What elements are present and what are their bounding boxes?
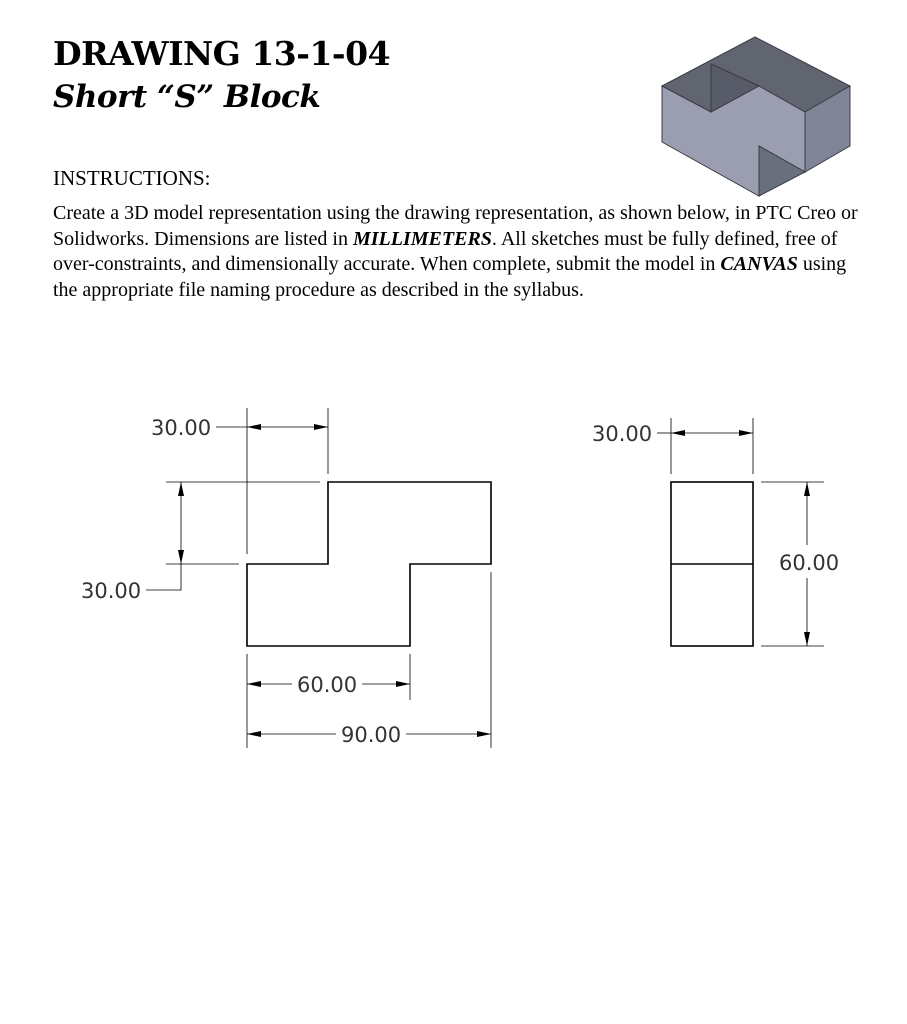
front-view-outline bbox=[247, 482, 491, 646]
units-emphasis: MILLIMETERS bbox=[352, 227, 492, 250]
front-dim-90-label: 90.00 bbox=[341, 723, 402, 747]
front-dim-60-label: 60.00 bbox=[297, 673, 358, 697]
orthographic-drawing bbox=[0, 390, 907, 770]
front-dim-left-leader bbox=[146, 564, 181, 590]
instructions-text bbox=[53, 201, 873, 303]
isometric-model-image bbox=[655, 30, 855, 202]
instructions-text-part-2: . All sketches must be fully defined, free of over-constraints, and dimensionally accurate. When complete, submit the model in bbox=[53, 227, 838, 275]
front-dim-top-label: 30.00 bbox=[151, 416, 212, 440]
instructions-text-part-3: using the appropriate file naming procedure as described in the syllabus. bbox=[53, 253, 847, 301]
side-dim-top-label: 30.00 bbox=[592, 422, 653, 446]
instructions-text-part-1: Create a 3D model representation using the drawing representation, as shown below, in PTC Creo or Solidworks. Dimensions are listed in bbox=[53, 202, 858, 250]
front-dim-left-label: 30.00 bbox=[81, 579, 142, 603]
instructions-heading: INSTRUCTIONS: bbox=[53, 166, 211, 190]
side-dim-right-label: 60.00 bbox=[779, 551, 840, 575]
drawing-subtitle: Short “S” Block bbox=[53, 79, 321, 115]
front-view bbox=[81, 408, 491, 748]
side-view bbox=[592, 418, 839, 646]
canvas-emphasis: CANVAS bbox=[720, 253, 798, 275]
drawing-title: DRAWING 13-1-04 bbox=[53, 34, 391, 73]
